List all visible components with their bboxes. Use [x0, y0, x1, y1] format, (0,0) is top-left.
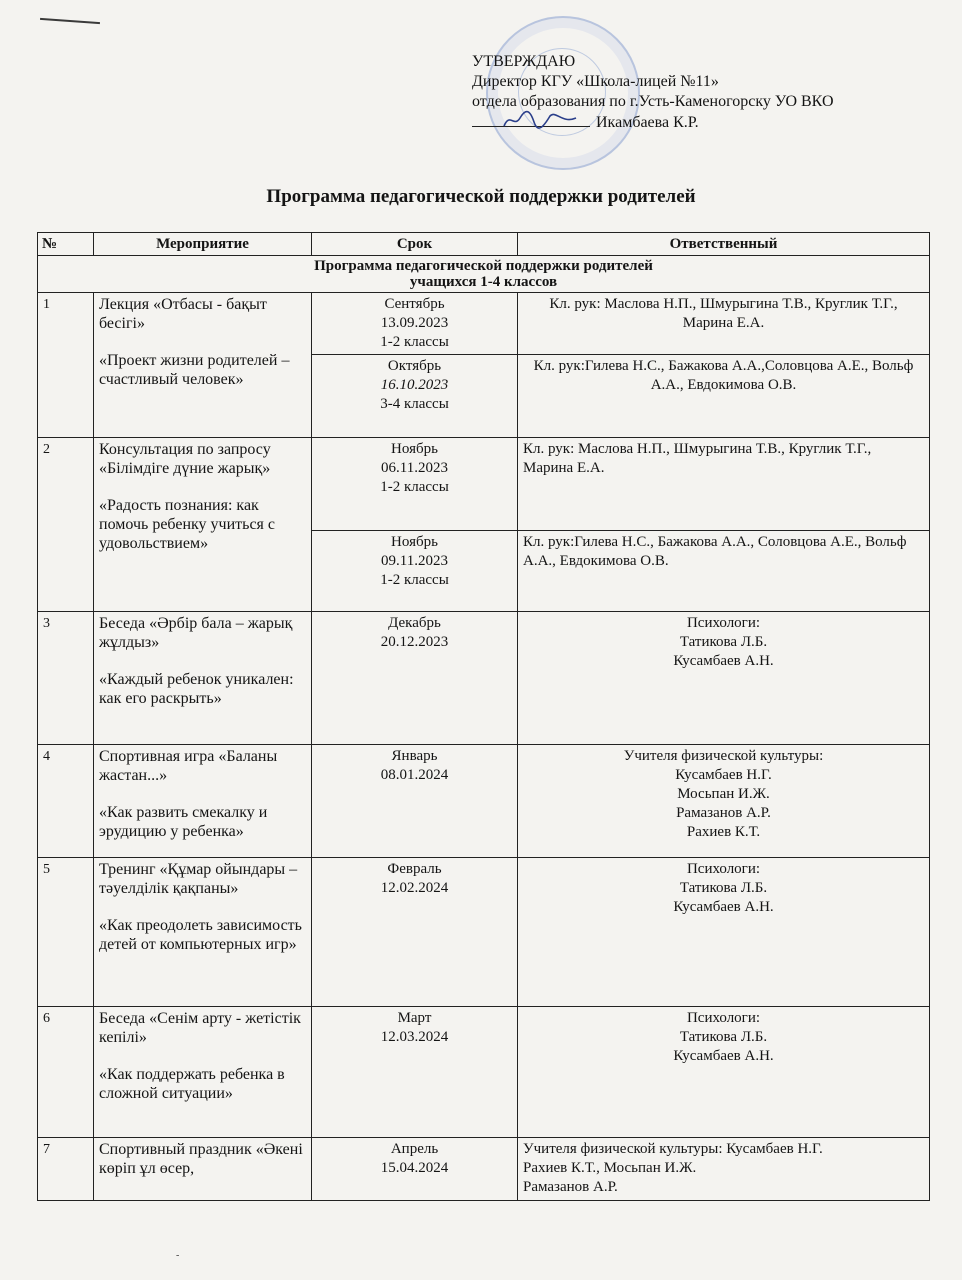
row-term	[312, 1138, 518, 1201]
scan-artifact-line	[40, 18, 100, 24]
row-responsible	[518, 1138, 930, 1201]
row-event	[94, 745, 312, 858]
term-month: Март	[397, 1010, 432, 1026]
responsible-name: Кусамбаев А.Н.	[673, 653, 774, 669]
term-month: Декабрь	[388, 615, 441, 631]
event-kz: Лекция «Отбасы - бақыт бесігі»	[99, 296, 267, 332]
row-event	[94, 1007, 312, 1138]
row-term	[312, 531, 518, 612]
event-ru: «Как поддержать ребенка в сложной ситуации»	[99, 1066, 285, 1102]
table-row	[38, 858, 930, 1007]
section-title-line2: учащихся 1-4 классов	[409, 274, 558, 290]
responsible-line: Рахиев К.Т., Мосьпан И.Ж.	[523, 1160, 697, 1176]
table-row	[38, 612, 930, 745]
row-event	[94, 858, 312, 1007]
event-ru: «Проект жизни родителей – счастливый человек»	[99, 352, 290, 388]
program-table	[37, 232, 930, 1201]
term-month: Апрель	[390, 1141, 439, 1157]
table-row	[38, 293, 930, 355]
row-num: 4	[38, 745, 94, 858]
event-kz: Консультация по запросу «Білімдіге дүние жарық»	[99, 441, 271, 477]
responsible-line: Рамазанов А.Р.	[523, 1179, 618, 1195]
event-kz: Тренинг «Құмар ойындары – тәуелділік қақпаны»	[99, 861, 298, 897]
term-date: 15.04.2024	[380, 1160, 449, 1176]
responsible-name: Кусамбаев А.Н.	[673, 899, 774, 915]
approval-position: Директор КГУ «Школа-лицей №11»	[472, 73, 719, 90]
header-num: №	[38, 233, 94, 256]
row-num: 7	[38, 1138, 94, 1201]
responsible-name: Кусамбаев А.Н.	[673, 1048, 774, 1064]
responsible-name: Татикова Л.Б.	[679, 634, 768, 650]
term-date: 08.01.2024	[380, 767, 449, 783]
responsible-name: Татикова Л.Б.	[679, 880, 768, 896]
table-row	[38, 438, 930, 531]
term-month: Январь	[391, 748, 438, 764]
row-term	[312, 612, 518, 745]
row-responsible	[518, 745, 930, 858]
term-classes: 1-2 классы	[380, 334, 449, 350]
event-ru: «Радость познания: как помочь ребенку учиться с удовольствием»	[99, 497, 276, 552]
row-event	[94, 612, 312, 745]
document-title: Программа педагогической поддержки родителей	[266, 186, 696, 207]
row-event	[94, 293, 312, 438]
row-num: 1	[38, 293, 94, 438]
row-term	[312, 355, 518, 438]
header-term: Срок	[312, 233, 518, 256]
term-month: Сентябрь	[384, 296, 445, 312]
row-num: 6	[38, 1007, 94, 1138]
term-date: 12.03.2024	[380, 1029, 449, 1045]
responsible-title: Психологи:	[686, 1010, 761, 1026]
event-kz: Беседа «Әрбір бала – жарық жұлдыз»	[99, 615, 293, 651]
term-month: Ноябрь	[391, 441, 438, 457]
responsible-name: Рахиев К.Т.	[686, 824, 761, 840]
event-kz: Спортивная игра «Баланы жастан...»	[99, 748, 278, 784]
table-row	[38, 1138, 930, 1201]
row-event	[94, 1138, 312, 1201]
row-term	[312, 745, 518, 858]
event-ru: «Как преодолеть зависимость детей от компьютерных игр»	[99, 917, 302, 953]
row-responsible	[518, 1007, 930, 1138]
responsible-title: Психологи:	[686, 615, 761, 631]
section-title	[38, 256, 930, 293]
responsible-title: Учителя физической культуры:	[623, 748, 824, 764]
row-term	[312, 858, 518, 1007]
responsible-title: Психологи:	[686, 861, 761, 877]
table-row	[38, 1007, 930, 1138]
term-classes: 3-4 классы	[380, 396, 449, 412]
term-date: 20.12.2023	[380, 634, 449, 650]
handwritten-signature	[500, 106, 580, 136]
event-ru: «Как развить смекалку и эрудицию у ребенка»	[99, 804, 268, 840]
approval-signer: Икамбаева К.Р.	[596, 114, 699, 131]
section-title-line1: Программа педагогической поддержки родителей	[314, 258, 653, 274]
responsible-name: Мосьпан И.Ж.	[677, 786, 770, 802]
term-month: Октябрь	[387, 358, 442, 374]
row-event	[94, 438, 312, 612]
responsible-name: Татикова Л.Б.	[679, 1029, 768, 1045]
term-classes: 1-2 классы	[380, 572, 449, 588]
row-term	[312, 1007, 518, 1138]
term-date: 09.11.2023	[381, 553, 448, 569]
row-responsible: Кл. рук: Маслова Н.П., Шмурыгина Т.В., Круглик Т.Г., Марина Е.А.	[518, 438, 930, 531]
row-num: 2	[38, 438, 94, 612]
term-date: 12.02.2024	[380, 880, 449, 896]
row-term	[312, 293, 518, 355]
event-kz: Спортивный праздник «Әкені көріп ұл өсер,	[99, 1141, 303, 1177]
table-row	[38, 745, 930, 858]
header-event: Мероприятие	[94, 233, 312, 256]
row-responsible	[518, 612, 930, 745]
row-responsible: Кл. рук:Гилева Н.С., Бажакова А.А., Соловцова А.Е., Вольф А.А., Евдокимова О.В.	[518, 531, 930, 612]
term-month: Февраль	[387, 861, 442, 877]
section-row	[38, 256, 930, 293]
row-num: 5	[38, 858, 94, 1007]
row-responsible: Кл. рук:Гилева Н.С., Бажакова А.А.,Соловцова А.Е., Вольф А.А., Евдокимова О.В.	[518, 355, 930, 438]
row-num: 3	[38, 612, 94, 745]
responsible-line: Учителя физической культуры: Кусамбаев Н.Г.	[523, 1141, 823, 1157]
term-date: 13.09.2023	[380, 315, 449, 331]
event-ru: «Каждый ребенок уникален: как его раскрыть»	[99, 671, 294, 707]
event-kz: Беседа «Сенім арту - жетістік кепілі»	[99, 1010, 301, 1046]
responsible-name: Рамазанов А.Р.	[676, 805, 771, 821]
approval-heading: УТВЕРЖДАЮ	[472, 53, 576, 70]
row-responsible: Кл. рук: Маслова Н.П., Шмурыгина Т.В., Круглик Т.Г., Марина Е.А.	[518, 293, 930, 355]
table-header-row	[38, 233, 930, 256]
header-responsible: Ответственный	[518, 233, 930, 256]
term-classes: 1-2 классы	[380, 479, 449, 495]
row-responsible	[518, 858, 930, 1007]
responsible-name: Кусамбаев Н.Г.	[675, 767, 772, 783]
term-date: 06.11.2023	[381, 460, 448, 476]
term-date: 16.10.2023	[380, 377, 449, 393]
row-term	[312, 438, 518, 531]
term-month: Ноябрь	[391, 534, 438, 550]
approval-department: отдела образования по г.Усть-Каменогорску УО ВКО	[472, 93, 834, 110]
page-mark: -	[176, 1250, 180, 1261]
